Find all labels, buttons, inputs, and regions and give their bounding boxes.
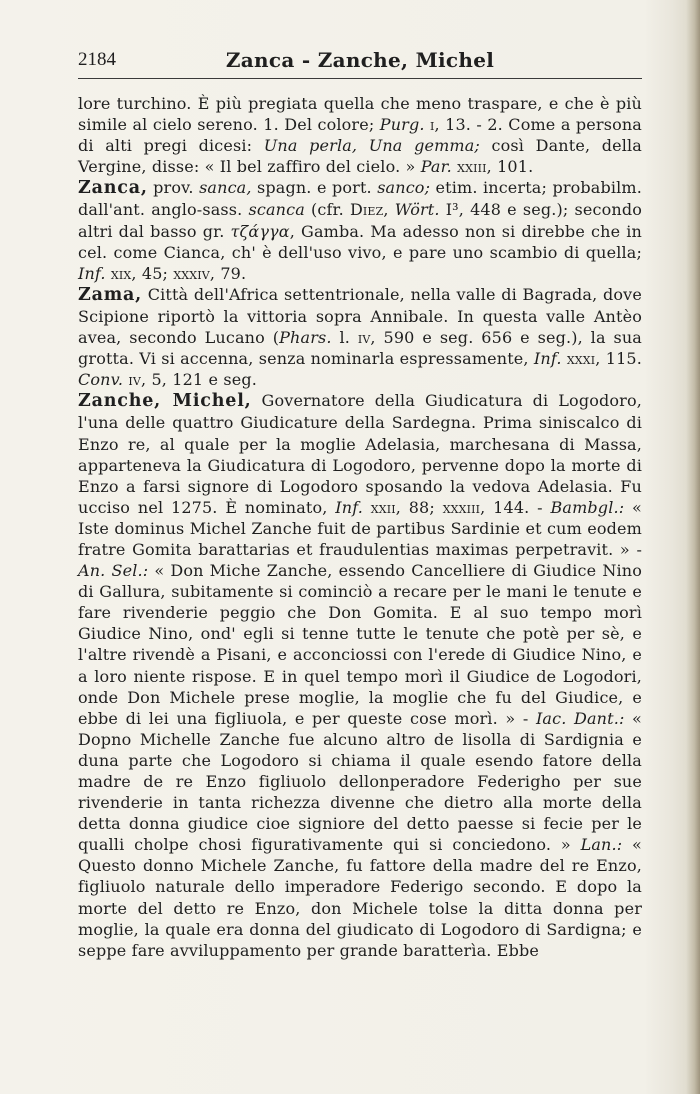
running-title: Zanca - Zanche, Michel xyxy=(225,48,495,72)
entry-zanca: Zanca, prov. sanca, spagn. e port. sanco; etim. incerta; probabilm. dall'ant. anglo-sass. scanca (cfr. Diez, Wört. I³, 448 e seg.); secondo altri dal basso gr. τζάγγα, Gamba. Ma adesso non si direbbe che in cel. come Cianca, ch' è dell'uso vivo, e pare uno scambio di quella; Inf. xix, 45; xxxiv, 79. xyxy=(78,178,643,283)
headword-zanche: Zanche, Michel, xyxy=(78,391,252,412)
entry-zama: Zama, Città dell'Africa settentrionale, nella valle di Bagrada, dove Scipione riportò la vittoria sopra Annibale. In questa valle Antèo avea, secondo Lucano (Phars. l. iv, 590 e seg. 656 e seg.), la sua grotta. Vi si accenna, senza nominarla espressamente, Inf. xxxi, 115. Conv. iv, 5, 121 e seg. xyxy=(78,284,642,390)
headword-zama: Zama, xyxy=(78,284,143,305)
entry-continuation: lore turchino. È più pregiata quella che meno traspare, e che è più simile al cielo sereno. 1. Del colore; Purg. i, 13. - 2. Come a persona di alti pregi dicesi: Una perla, Una gemma; così Dante, della Vergine, disse: « Il bel zaffiro del cielo. » Par. xxiii, 101. xyxy=(78,94,643,177)
page-edge-shadow xyxy=(686,0,700,1094)
header-rule xyxy=(78,78,642,79)
entry-zanche: Zanche, Michel, Governatore della Giudicatura di Logodoro, l'una delle quattro Giudicature della Sardegna. Prima siniscalco di Enzo re, al quale per la moglie Adelasia, marchesana di Massa, apparteneva la Giudicatura di Logodoro, pervenne dopo la morte di Enzo a farsi signore di Logodoro sposando la vedova Adelasia. Fu ucciso nel 1275. È nominato, Inf. xxii, 88; xxxiii, 144. - Bambgl.: « Iste dominus Michel Zanche fuit de partibus Sardinie et cum eodem fratre Gomita barattarias et fraudulentias maximas perpetravit. » - An. Sel.: « Don Miche Zanche, essendo Cancelliere di Giudice Nino di Gallura, subitamente si cominciò a recare per le mani le tenute e fare rivenderie peggio che Don Gomita. E al suo tempo morì Giudice Nino, ond' egli si tenne tutte le tenute che potè per sè, e l'altre rivendè a Pisani, e acconciossi con l'erede di Giudice Nino, e a loro niente rispose. E in quel tempo morì il Giudice de Logodori, onde Don Michele prese moglie, la moglie che fu del Giudice, e ebbe di lei una figliuola, e per queste cose morì. » - Iac. Dant.: « Dopno Michelle Zanche fue alcuno altro de lisolla di Sardignia e duna parte che Logodoro si chiama il quale esendo fatore della madre de re Enzo figliuolo dellonperadore Federigho per sue rivenderie in tanta richezza divenne che dietro alla morte della detta donna giudice cioe signiore del detto paesse si fecie per le qualli cholpe chosi figurativamente qui si conciedono. » Lan.: « Questo donno Michele Zanche, fu fattore della madre del re Enzo, figliuolo naturale dello imperadore Federigo secondo. E dopo la morte del detto re Enzo, don Michele tolse la ditta donna per moglie, la quale era donna del giudicato di Logodoro di Sardigna; e seppe fare avviluppamento per grande baratterìa. Ebbe xyxy=(78,391,642,960)
headword-zanca: Zanca, xyxy=(78,178,148,199)
page-header xyxy=(78,48,642,74)
page-number: 2184 xyxy=(78,49,116,70)
greek-word: τζάγγα xyxy=(230,221,290,241)
dictionary-content xyxy=(78,93,642,961)
